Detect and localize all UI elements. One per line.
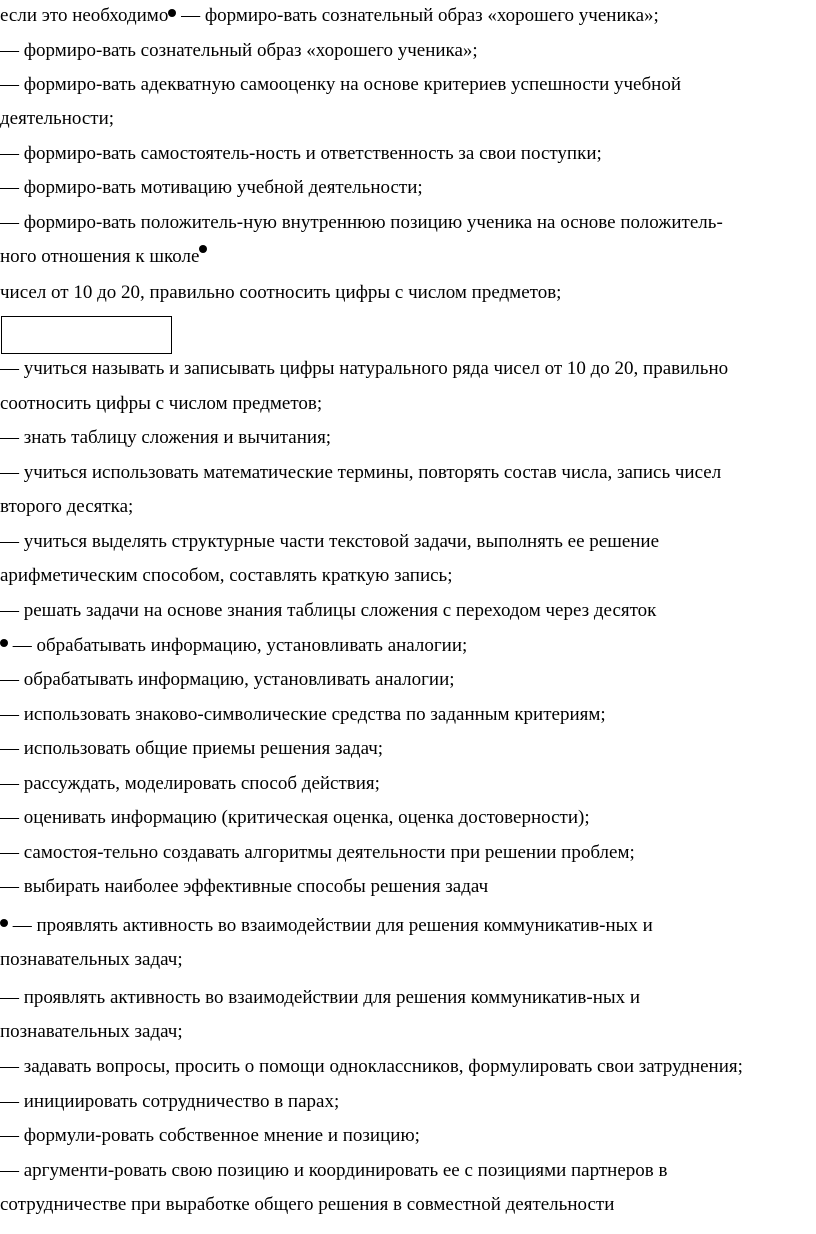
text-line: — формиро-вать сознательный образ «хорошего ученика»; <box>0 40 478 61</box>
text-line: познавательных задач; <box>0 949 183 970</box>
text-line: — рассуждать, моделировать способ действия; <box>0 773 380 794</box>
text-segment: — формиро-вать сознательный образ «хорошего ученика»; <box>176 5 659 26</box>
text-line: — использовать знаково-символические средства по заданным критериям; <box>0 704 606 725</box>
text-line: — проявлять активность во взаимодействии для решения коммуникатив-ных и <box>0 987 641 1008</box>
text-segment: — проявлять активность во взаимодействии для решения коммуникатив-ных и <box>8 915 653 936</box>
text-line: — задавать вопросы, просить о помощи одноклассников, формулировать свои затруднения; <box>0 1056 743 1077</box>
text-line <box>0 914 653 938</box>
text-line: арифметическим способом, составлять краткую запись; <box>0 565 453 586</box>
text-line: — оценивать информацию (критическая оценка, оценка достоверности); <box>0 807 590 828</box>
text-line: — решать задачи на основе знания таблицы сложения с переходом через десяток <box>0 600 657 621</box>
text-segment: ного отношения к школе <box>0 246 200 267</box>
text-line: — самостоя-тельно создавать алгоритмы деятельности при решении проблем; <box>0 842 635 863</box>
text-line: — инициировать сотрудничество в парах; <box>0 1091 340 1112</box>
text-line: — выбирать наиболее эффективные способы решения задач <box>0 876 489 897</box>
text-line <box>0 4 659 28</box>
text-line: — использовать общие приемы решения задач; <box>0 738 384 759</box>
text-line: деятельности; <box>0 108 115 129</box>
text-segment: — обрабатывать информацию, установливать аналогии; <box>8 635 468 656</box>
text-line: — знать таблицу сложения и вычитания; <box>0 427 332 448</box>
text-line <box>0 634 467 658</box>
text-line <box>0 245 207 269</box>
empty-box <box>1 316 172 354</box>
text-line: — формиро-вать положитель-ную внутреннюю позицию ученика на основе положитель- <box>0 212 723 233</box>
text-line: — формиро-вать самостоятель-ность и ответственность за свои поступки; <box>0 143 602 164</box>
bullet-icon <box>0 919 8 927</box>
bullet-icon <box>199 245 207 253</box>
text-line: — учиться называть и записывать цифры натурального ряда чисел от 10 до 20, правильно <box>0 358 729 379</box>
text-segment: если это необходимо <box>0 5 169 26</box>
text-line: второго десятка; <box>0 496 134 517</box>
text-line: — учиться использовать математические термины, повторять состав числа, запись чисел <box>0 462 722 483</box>
text-line: — формиро-вать адекватную самооценку на основе критериев успешности учебной <box>0 74 681 95</box>
text-line: — учиться выделять структурные части текстовой задачи, выполнять ее решение <box>0 531 660 552</box>
text-line: сотрудничестве при выработке общего решения в совместной деятельности <box>0 1194 615 1215</box>
text-line: соотносить цифры с числом предметов; <box>0 393 323 414</box>
bullet-icon <box>0 639 8 647</box>
text-line: — аргументи-ровать свою позицию и координировать ее с позициями партнеров в <box>0 1160 668 1181</box>
text-line: — формули-ровать собственное мнение и позицию; <box>0 1125 420 1146</box>
text-line: — обрабатывать информацию, установливать аналогии; <box>0 669 455 690</box>
text-line: чисел от 10 до 20, правильно соотносить цифры с числом предметов; <box>0 282 562 303</box>
text-line: — формиро-вать мотивацию учебной деятельности; <box>0 177 423 198</box>
text-line: познавательных задач; <box>0 1021 183 1042</box>
